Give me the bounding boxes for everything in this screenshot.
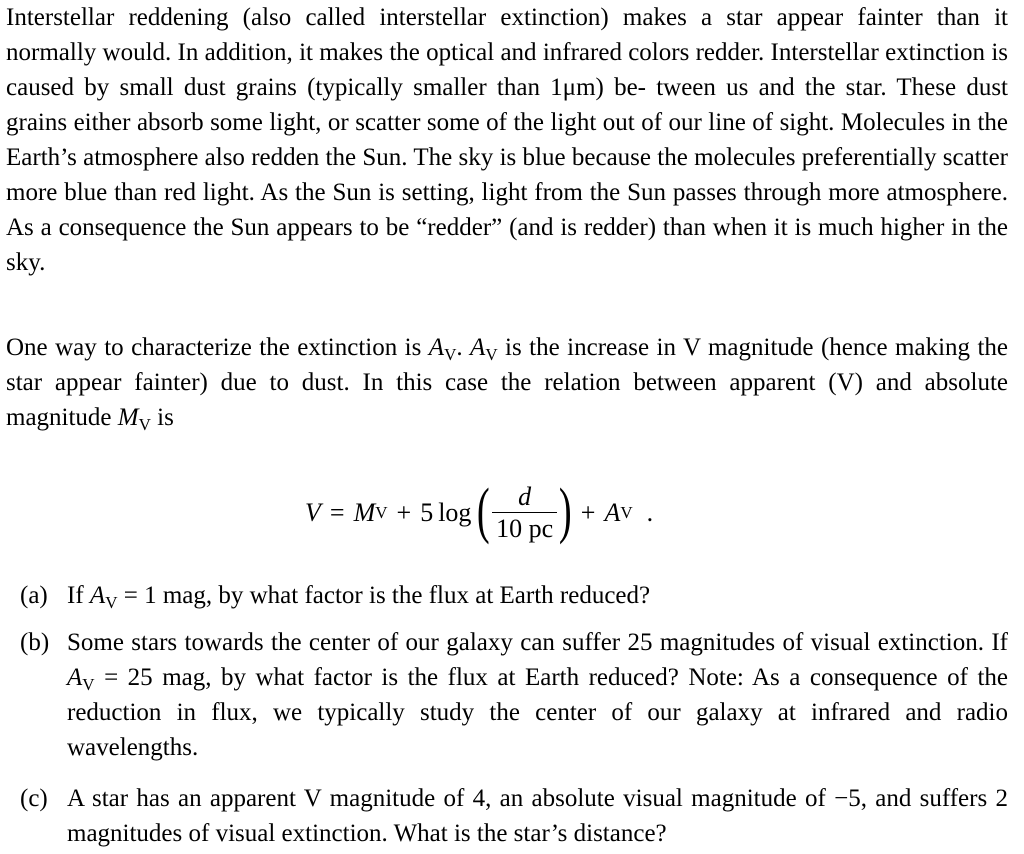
- av-symbol: A: [89, 582, 106, 609]
- equation-m: M: [353, 498, 376, 527]
- av-symbol: A: [67, 664, 83, 691]
- question-text: If $A_V = 1$ mag, by what factor is the flux at Earth reduced?: [67, 582, 651, 612]
- close-paren: ): [559, 477, 572, 545]
- question-c: [20, 781, 1008, 851]
- av-symbol: A: [470, 334, 486, 361]
- question-text: A star has an apparent V magnitude of 4, an absolute visual magnitude of −5, and suffers 2 magnitudes of visual extinction. What is the star’s distance?: [67, 785, 1008, 847]
- av-subscript: V: [444, 345, 457, 364]
- paragraph-text: is: [150, 404, 174, 431]
- question-label: (c): [20, 785, 48, 812]
- extinction-paragraph: [6, 330, 1008, 435]
- equation-period: .: [646, 498, 654, 527]
- open-paren: (: [477, 477, 491, 545]
- fraction-numerator: d: [518, 481, 532, 511]
- question-b: [20, 625, 1008, 765]
- question-label: (a): [20, 582, 48, 609]
- equation-coefficient: 5: [420, 498, 434, 527]
- av-subscript: V: [82, 675, 95, 694]
- paragraph-text: One way to characterize the extinction is: [6, 334, 429, 361]
- magnitude-equation: V = M V + 5 log ( $\frac{d}{10 pc}$ ) + A V .: [305, 477, 654, 545]
- intro-paragraph: Interstellar reddening (also called interstellar extinction) makes a star appear fainter than it normally would. In addition, it makes the optical and infrared colors redder. Interstellar extinction is caused by small dust grains (typically smaller than 1μm) be- tween us and the star. These dust grains either absorb some light, or scatter some of the light out of our line of sight. Molecules in the Earth’s atmosphere also redden the Sun. The sky is blue because the molecules preferentially scatter more blue than red light. As the Sun is setting, light from the Sun passes through more atmosphere. As a consequence the Sun appears to be “redder” (and is redder) than when it is much higher in the sky.: [6, 4, 1008, 276]
- av-subscript: V: [485, 345, 498, 364]
- question-text: Some stars towards the center of our galaxy can suffer 25 magnitudes of visual extinction. If $A_V = 25$ mag, by what factor is the flux at Earth reduced? Note: As a consequence of the reduction in flux, we typically study the center of our galaxy at infrared and radio wavelengths.: [67, 629, 1008, 761]
- log-operator: log: [438, 498, 472, 527]
- av-subscript: V: [105, 593, 118, 612]
- equation-a: A: [604, 498, 621, 527]
- equation-lhs: V: [305, 498, 321, 527]
- paragraph-text: is the increase in V magnitude (hence making the star appear fainter) due to dust. In this case the relation between apparent (V) and absolute magnitude: [6, 334, 1009, 431]
- plus-sign: +: [580, 498, 596, 527]
- mv-subscript: V: [138, 415, 151, 434]
- question-label: (b): [20, 629, 50, 656]
- fraction-denominator: 10 pc: [496, 513, 554, 543]
- mv-symbol: M: [117, 404, 139, 431]
- distance-fraction: [492, 482, 557, 545]
- paragraph-text: .: [456, 334, 471, 361]
- equals-sign: =: [329, 498, 345, 527]
- av-symbol: A: [428, 334, 445, 361]
- plus-sign: +: [396, 498, 412, 527]
- question-a: [20, 578, 1008, 613]
